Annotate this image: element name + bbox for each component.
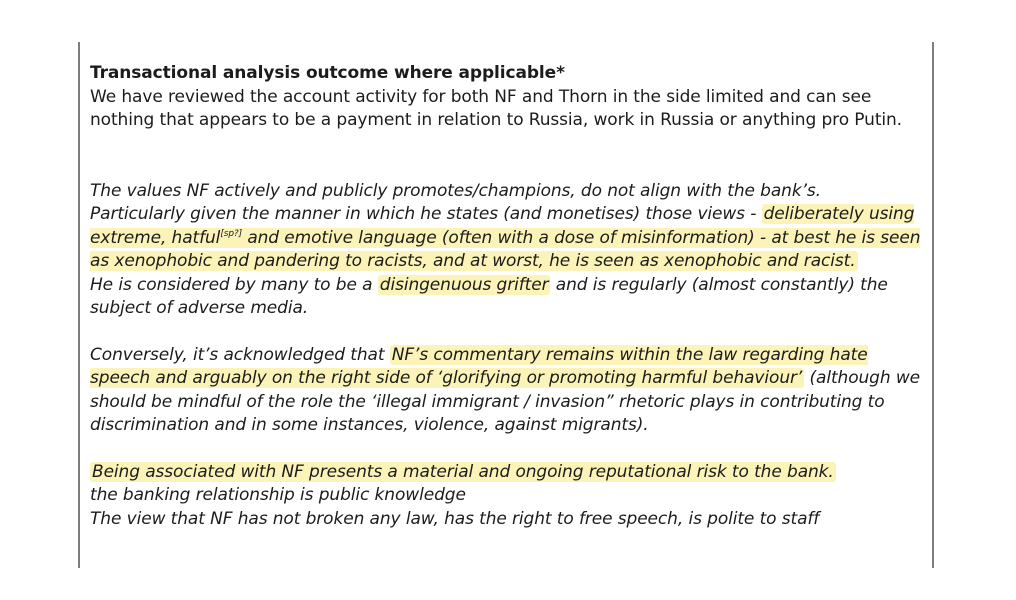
sic-annotation: [sp?] [220,228,243,239]
conversely-lead: Conversely, it’s acknowledged that [90,344,390,365]
highlight-text-b: and emotive language (often with a dose of misinformation) - at best he is seen as xenophobic and pandering to racists, and at worst, he is seen as xenophobic and racist. [90,227,921,271]
risk-paragraph [90,461,926,532]
highlight-reputational-risk: Being associated with NF presents a material and ongoing reputational risk to the bank. [92,461,834,482]
review-paragraph: We have reviewed the account activity for both NF and Thorn in the side limited and can see nothing that appears to be a payment in relation to Russia, work in Russia or anything pro Putin. [90,86,902,130]
values-sentence: The values NF actively and publicly promotes/champions, do not align with the bank’s. [90,180,821,201]
highlight-within-law: NF’s commentary remains within the law regarding hate speech and arguably on the right side of ‘glorifying or promoting harmful behaviour’ [90,344,868,388]
highlight-text-a: deliberately using extreme, hatful [90,204,915,248]
considered-sentence: He is considered by many to be a [90,274,378,295]
public-knowledge-line: the banking relationship is public knowledge [90,485,466,505]
document-body [90,62,926,531]
section-heading: Transactional analysis outcome where applicable* [90,63,565,83]
values-paragraph [90,180,926,321]
page-left-border [78,42,80,568]
adverse-media-sentence: and is regularly (almost constantly) the subject of adverse media. [90,274,888,318]
mindful-sentence: (although we should be mindful of the role the ‘illegal immigrant / invasion” rhetoric plays in contributing to discrimination and in some instances, violence, against migrants). [90,368,921,435]
manner-sentence: Particularly given the manner in which he states (and monetises) those views - [90,204,762,224]
page-right-border [932,42,934,568]
conversely-paragraph [90,344,926,438]
free-speech-line: The view that NF has not broken any law, has the right to free speech, is polite to staff [90,508,820,529]
highlight-grifter: disingenuous grifter [379,274,549,295]
